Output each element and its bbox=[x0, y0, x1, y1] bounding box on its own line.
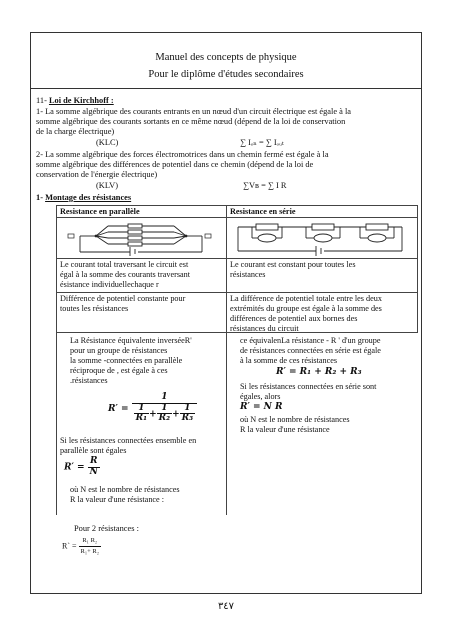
parallel-circuit-diagram bbox=[66, 221, 216, 257]
s-where-line1: où N est le nombre de résistances bbox=[240, 415, 350, 424]
p-two-resistances: Pour 2 résistances : bbox=[74, 524, 139, 533]
s-voltage-line4: résistances du circuit bbox=[230, 324, 299, 333]
p-formula: R′ = 1 $\frac{1}{\text{R₁}}$ + $\frac{1}{\text{R₂}}$ + $\frac{1}{\text{R₃}}$ bbox=[108, 393, 197, 424]
law2-formula: ∑Vʙ = ∑ I R bbox=[243, 181, 287, 190]
s-voltage-line3: différences de potentiel aux bornes des bbox=[230, 314, 358, 323]
s-current-line2: résistances bbox=[230, 270, 266, 279]
resistance-table bbox=[56, 205, 418, 515]
p-current-line3: ésistance individuellechaque r bbox=[60, 280, 159, 289]
law1-formula: ∑ Iₒₙ = ∑ Iₒᵤₜ bbox=[240, 138, 284, 147]
page-subtitle: Pour le diplôme d'études secondaires bbox=[148, 69, 304, 80]
s-formula: R′ = R₁ + R₂ + R₃ bbox=[276, 367, 362, 377]
p-current-line2: égal à la somme des courants traversant bbox=[60, 270, 191, 279]
p-where-line1: où N est le nombre de résistances bbox=[70, 485, 180, 494]
law2-line3: conservation de l'énergie électrique) bbox=[36, 170, 158, 179]
law1-line2: somme algébrique des courants sortants en ce même nœud (dépend de la loi de conservation bbox=[36, 117, 346, 126]
p-eq-line5: .résistances bbox=[70, 376, 108, 385]
p-eq-line3: la somme -connectées en parallèle bbox=[70, 356, 183, 365]
col-series-header: Resistance en série bbox=[230, 207, 296, 216]
page-title: Manuel des concepts de physique bbox=[155, 52, 297, 63]
p-two-formula: R` = $\frac{\text{R₁ R₂}}{\text{R₁+ R₂}}$ bbox=[62, 537, 100, 555]
law1-line1: 1- La somme algébrique des courants entrants en un nœud d'un circuit électrique est égale à la bbox=[36, 107, 351, 116]
s-current-line1: Le courant est constant pour toutes les bbox=[230, 260, 356, 269]
s-where-line2: R la valeur d'une résistance bbox=[240, 425, 330, 434]
page-number: ٣٤٧ bbox=[217, 601, 235, 612]
header-divider bbox=[30, 88, 422, 89]
p-formula2: R′ = $\frac{R}{N}$ bbox=[64, 456, 98, 477]
law2-line1: 2- La somme algébrique des forces électromotrices dans un chemin fermé est égale à la bbox=[36, 150, 329, 159]
series-circuit-diagram bbox=[232, 219, 414, 257]
s-eq-line1: ce équivalenLa résistance ‐ R ' d'un groupe bbox=[240, 336, 381, 345]
s-eq-line2: de résistances connectées en série est égale bbox=[240, 346, 381, 355]
section-heading: 11- Loi de Kirchhoff : bbox=[36, 96, 114, 105]
law2-line2: somme algébrique des différences de potentiel dans ce chemin (dépend de la loi de bbox=[36, 160, 314, 169]
s-same-line1: Si les résistances connectées en série sont bbox=[240, 382, 377, 391]
law2-abbr: (KLV) bbox=[96, 181, 119, 190]
s-voltage-line1: La différence de potentiel totale entre les deux bbox=[230, 294, 382, 303]
p-same-line2: parallèle sont égales bbox=[60, 446, 127, 455]
p-voltage-line2: toutes les résistances bbox=[60, 304, 129, 313]
s-eq-line3: à la somme de ces résistances bbox=[240, 356, 338, 365]
col-parallel-header: Resistance en parallèle bbox=[60, 207, 140, 216]
p-eq-line4: réciproque de , est égale à ces bbox=[70, 366, 168, 375]
s-formula2: R′ = N R bbox=[240, 402, 283, 412]
p-voltage-line1: Différence de potentiel constante pour bbox=[60, 294, 186, 303]
s-voltage-line2: extrémités du groupe est égale à la somme des bbox=[230, 304, 382, 313]
p-where-line2: R la valeur d'une résistance : bbox=[70, 495, 165, 504]
law1-line3: de la charge électrique) bbox=[36, 127, 115, 136]
p-same-line1: Si les résistances connectées ensemble en bbox=[60, 436, 197, 445]
p-eq-line1: La Résistance équivalente inverséeR' bbox=[70, 336, 192, 345]
s-same-line2: égales, alors bbox=[240, 392, 281, 401]
montage-heading: 1- Montage des résistances bbox=[36, 193, 132, 202]
law1-abbr: (KLC) bbox=[96, 138, 119, 147]
p-current-line1: Le courant total traversant le circuit est bbox=[60, 260, 189, 269]
p-eq-line2: pour un groupe de résistances bbox=[70, 346, 168, 355]
